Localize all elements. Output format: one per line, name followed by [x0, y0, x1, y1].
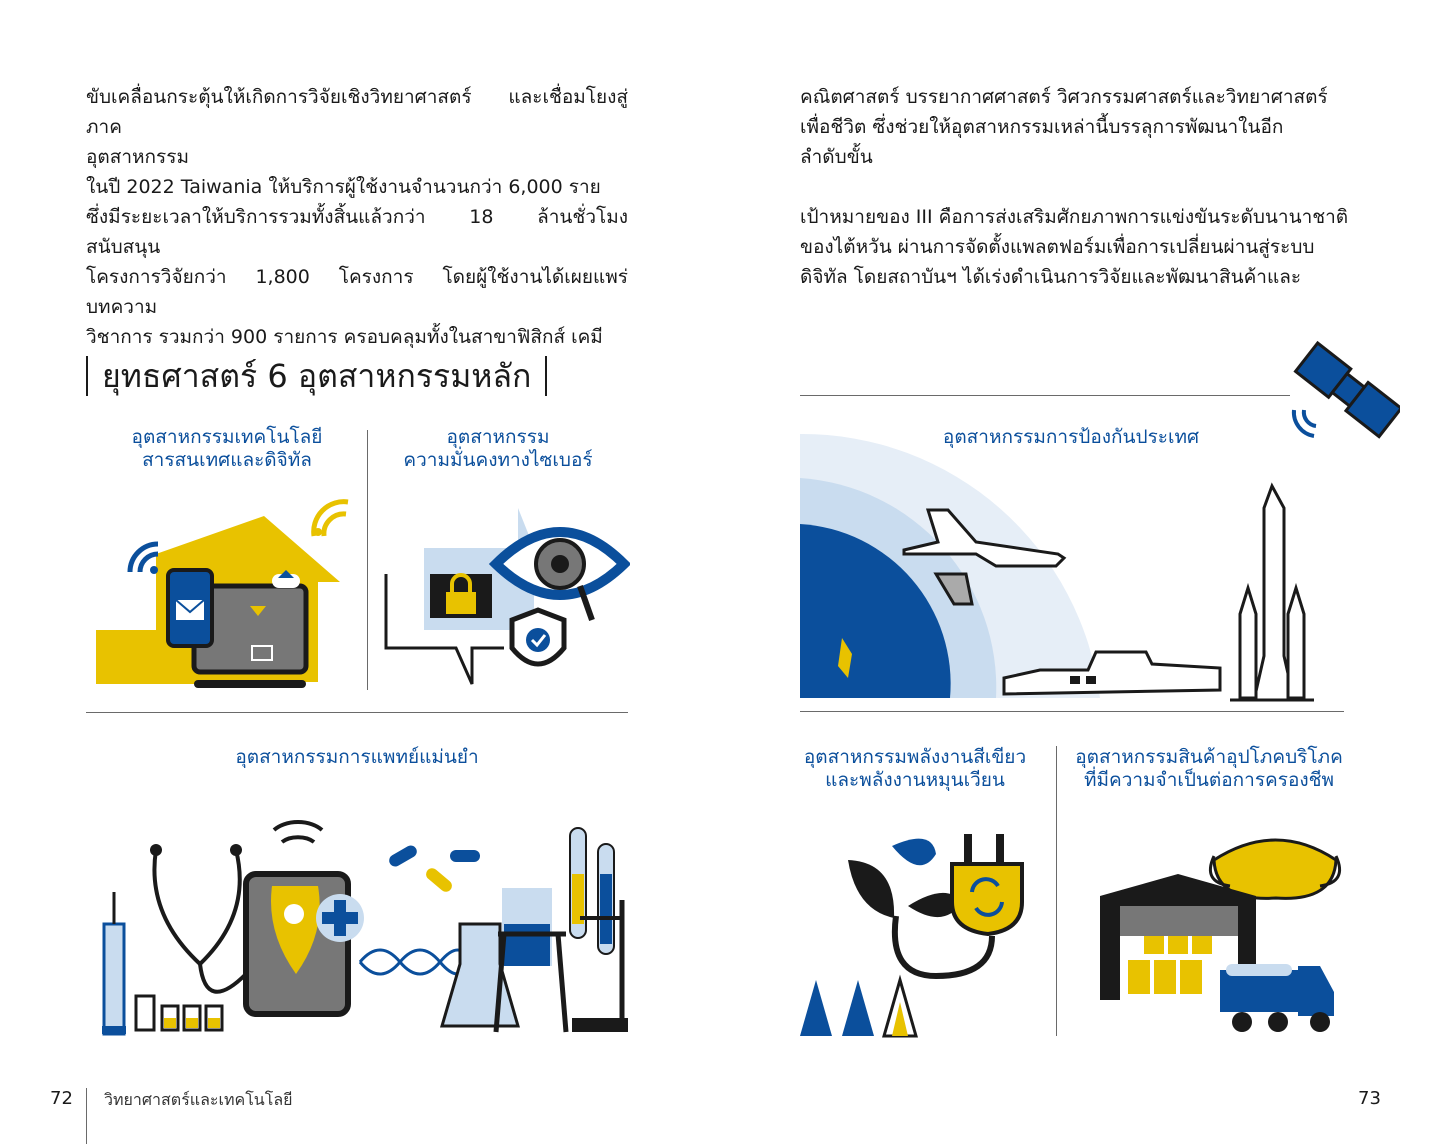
page-number-left: 72: [50, 1088, 73, 1109]
left-paragraph-2: [86, 172, 628, 352]
right-paragraph-2: [800, 202, 1358, 292]
left-paragraph-1: [86, 82, 628, 172]
divider-footer: [86, 1088, 87, 1144]
caption-line: ที่มีความจำเป็นต่อการครองชีพ: [1083, 769, 1335, 791]
medical-illustration: [96, 814, 636, 1038]
caption-line: อุตสาหกรรมพลังงานสีเขียว: [803, 746, 1027, 768]
ict-illustration: [96, 494, 356, 696]
section-heading: ยุทธศาสตร์ 6 อุตสาหกรรมหลัก: [86, 356, 547, 396]
text-line: เป้าหมายของ III คือการส่งเสริมศักยภาพการแข่งขันระดับนานาชาติ: [800, 206, 1349, 228]
caption-line: อุตสาหกรรมสินค้าอุปโภคบริโภค: [1075, 746, 1343, 768]
energy-illustration: [796, 826, 1046, 1040]
text-line: เพื่อชีวิต ซึ่งช่วยให้อุตสาหกรรมเหล่านี้บรรลุการพัฒนาในอีก: [800, 116, 1284, 138]
consumer-illustration: [1098, 826, 1344, 1040]
text-line: คณิตศาสตร์ บรรยากาศศาสตร์ วิศวกรรมศาสตร์และวิทยาศาสตร์: [800, 86, 1328, 108]
divider-right-horizontal: [800, 711, 1344, 712]
divider-energy-consumer: [1056, 746, 1057, 1036]
text-line: ดิจิทัล โดยสถาบันฯ ได้เร่งดำเนินการวิจัยและพัฒนาสินค้าและ: [800, 266, 1302, 288]
footer-section-title: วิทยาศาสตร์และเทคโนโลยี: [104, 1090, 293, 1109]
divider-left-horizontal: [86, 712, 628, 713]
text-line: ซึ่งมีระยะเวลาให้บริการรวมทั้งสิ้นแล้วกว่า 18 ล้านชั่วโมง สนับสนุน: [86, 206, 628, 258]
text-line: โครงการวิจัยกว่า 1,800 โครงการ โดยผู้ใช้งานได้เผยแพร่บทความ: [86, 266, 628, 318]
caption-line: อุตสาหกรรมการป้องกันประเทศ: [942, 426, 1200, 448]
text-line: ของไต้หวัน ผ่านการจัดตั้งแพลตฟอร์มเพื่อการเปลี่ยนผ่านสู่ระบบ: [800, 236, 1315, 258]
caption-line: และพลังงานหมุนเวียน: [825, 769, 1005, 791]
caption-consumer: [1064, 746, 1354, 792]
text-line: วิชาการ รวมกว่า 900 รายการ ครอบคลุมทั้งในสาขาฟิสิกส์ เคมี: [86, 326, 603, 348]
text-line: ขับเคลื่อนกระตุ้นให้เกิดการวิจัยเชิงวิทยาศาสตร์ และเชื่อมโยงสู่ภาค: [86, 86, 628, 138]
caption-medical: [86, 746, 628, 769]
caption-line: ความมั่นคงทางไซเบอร์: [403, 449, 593, 471]
right-paragraph-1: [800, 82, 1358, 172]
page-number-right: 73: [1358, 1088, 1381, 1109]
caption-line: อุตสาหกรรม: [446, 426, 550, 448]
caption-ict: [100, 426, 354, 472]
defense-illustration: [800, 318, 1400, 704]
caption-line: สารสนเทศและดิจิทัล: [142, 449, 312, 471]
cyber-illustration: [384, 508, 630, 690]
caption-cyber: [380, 426, 616, 472]
text-line: ในปี 2022 Taiwania ให้บริการผู้ใช้งานจำนวนกว่า 6,000 ราย: [86, 176, 601, 198]
caption-line: อุตสาหกรรมเทคโนโลยี: [131, 426, 323, 448]
caption-energy: [790, 746, 1040, 792]
text-line: อุตสาหกรรม: [86, 146, 189, 168]
text-line: ลำดับขั้น: [800, 146, 873, 168]
caption-line: อุตสาหกรรมการแพทย์แม่นยำ: [235, 746, 479, 768]
divider-ict-cyber: [367, 430, 368, 690]
